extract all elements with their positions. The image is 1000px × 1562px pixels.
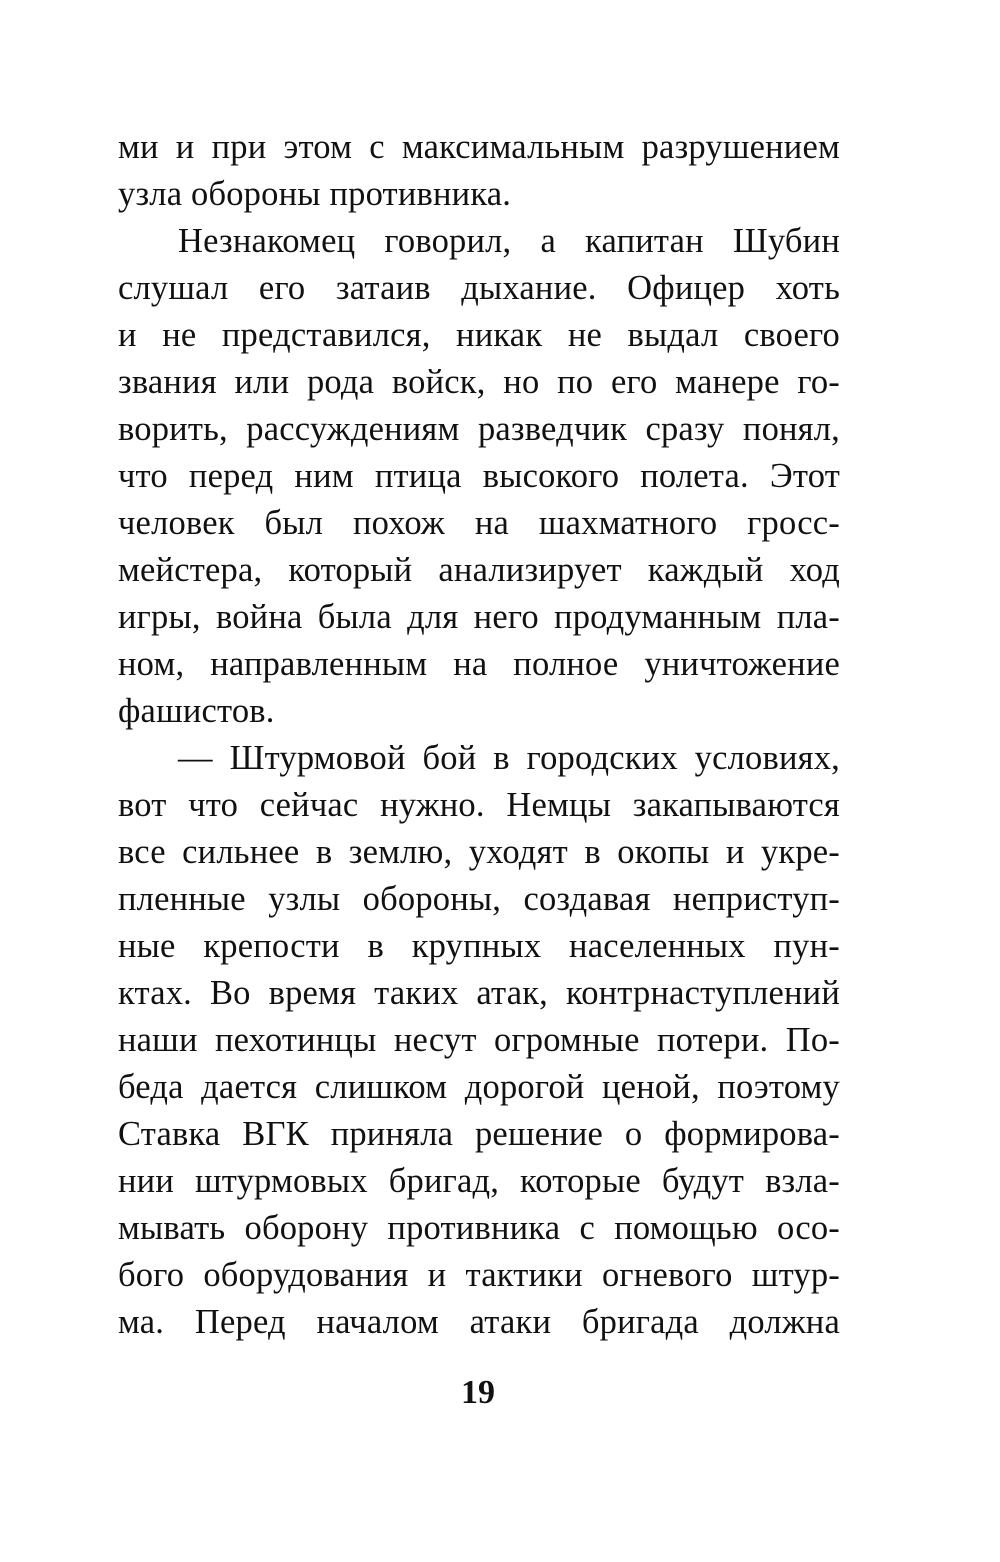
text-line: бого оборудования и тактики огневого штур- <box>118 1256 840 1294</box>
text-line: вот что сейчас нужно. Немцы закапываются <box>118 786 840 824</box>
text-line: — Штурмовой бой в городских условиях, <box>178 739 840 777</box>
text-line: Незнакомец говорил, а капитан Шубин <box>178 222 840 260</box>
text-line: нии штурмовых бригад, которые будут взла- <box>118 1162 840 1200</box>
text-line: беда дается слишком дорогой ценой, поэтому <box>118 1068 840 1106</box>
text-line: наши пехотинцы несут огромные потери. По- <box>118 1021 840 1059</box>
text-line: ктах. Во время таких атак, контрнаступлений <box>118 974 840 1012</box>
text-line: звания или рода войск, но по его манере го- <box>118 363 840 401</box>
text-line: человек был похож на шахматного гросс- <box>118 504 840 542</box>
text-line: ворить, рассуждениям разведчик сразу понял, <box>118 410 840 448</box>
text-line: ном, направленным на полное уничтожение <box>118 645 840 683</box>
text-line: слушал его затаив дыхание. Офицер хоть <box>118 269 840 307</box>
text-line: что перед ним птица высокого полета. Этот <box>118 457 840 495</box>
text-line: ма. Перед началом атаки бригада должна <box>118 1303 840 1341</box>
text-line: и не представился, никак не выдал своего <box>118 316 840 354</box>
text-line: пленные узлы обороны, создавая неприступ- <box>118 880 840 918</box>
page-number: 19 <box>461 1374 495 1411</box>
text-line: Ставка ВГК приняла решение о формирова- <box>118 1115 840 1153</box>
text-line: игры, война была для него продуманным пла- <box>118 598 840 636</box>
text-line: фашистов. <box>118 692 275 730</box>
text-line: все сильнее в землю, уходят в окопы и укре- <box>118 833 840 871</box>
text-line: мывать оборону противника с помощью осо- <box>118 1209 840 1247</box>
text-line: ми и при этом с максимальным разрушением <box>118 128 840 166</box>
text-line: мейстера, который анализирует каждый ход <box>118 551 840 589</box>
text-line: узла обороны противника. <box>118 175 512 213</box>
text-line: ные крепости в крупных населенных пун- <box>118 927 840 965</box>
body-text <box>118 124 840 1346</box>
